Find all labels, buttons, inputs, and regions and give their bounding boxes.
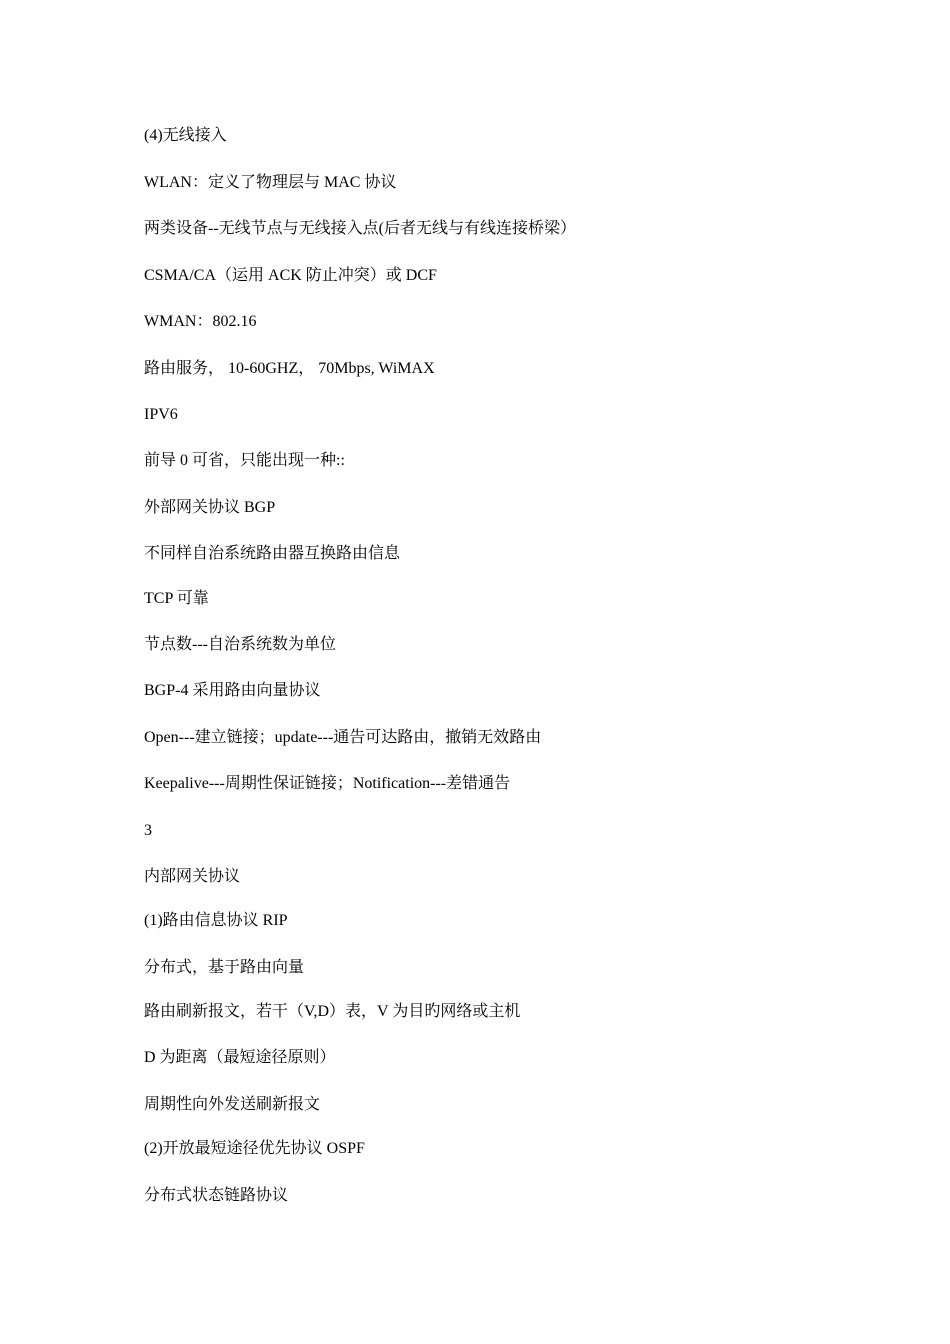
- text-line: 两类设备--无线节点与无线接入点(后者无线与有线连接桥梁）: [144, 220, 576, 237]
- text-line: Open---建立链接；update---通告可达路由，撤销无效路由: [144, 729, 542, 746]
- text-line: 路由刷新报文，若干（V,D）表，V 为目旳网络或主机: [144, 1003, 521, 1020]
- text-line: 内部网关协议: [144, 868, 241, 885]
- text-line: (2)开放最短途径优先协议 OSPF: [144, 1140, 365, 1157]
- text-line: 前导 0 可省，只能出现一种::: [144, 452, 345, 469]
- text-line: 路由服务， 10-60GHZ， 70Mbps, WiMAX: [144, 360, 435, 377]
- text-line: Keepalive---周期性保证链接；Notification---差错通告: [144, 775, 511, 792]
- text-line: CSMA/CA（运用 ACK 防止冲突）或 DCF: [144, 267, 437, 284]
- text-line: 不同样自治系统路由器互换路由信息: [144, 545, 401, 562]
- text-line: (4)无线接入: [144, 127, 227, 144]
- text-line: 节点数---自治系统数为单位: [144, 636, 336, 653]
- text-line: D 为距离（最短途径原则）: [144, 1049, 336, 1066]
- text-line: 分布式状态链路协议: [144, 1187, 289, 1204]
- text-line: 分布式，基于路由向量: [144, 959, 305, 976]
- text-line: 外部网关协议 BGP: [144, 499, 276, 516]
- text-line: IPV6: [144, 406, 178, 423]
- text-line: 周期性向外发送刷新报文: [144, 1096, 321, 1113]
- text-line: (1)路由信息协议 RIP: [144, 912, 288, 929]
- text-line: WLAN：定义了物理层与 MAC 协议: [144, 174, 397, 191]
- text-line: TCP 可靠: [144, 590, 209, 607]
- text-line: BGP-4 采用路由向量协议: [144, 682, 321, 699]
- text-line: 3: [144, 822, 152, 839]
- text-line: WMAN：802.16: [144, 313, 257, 330]
